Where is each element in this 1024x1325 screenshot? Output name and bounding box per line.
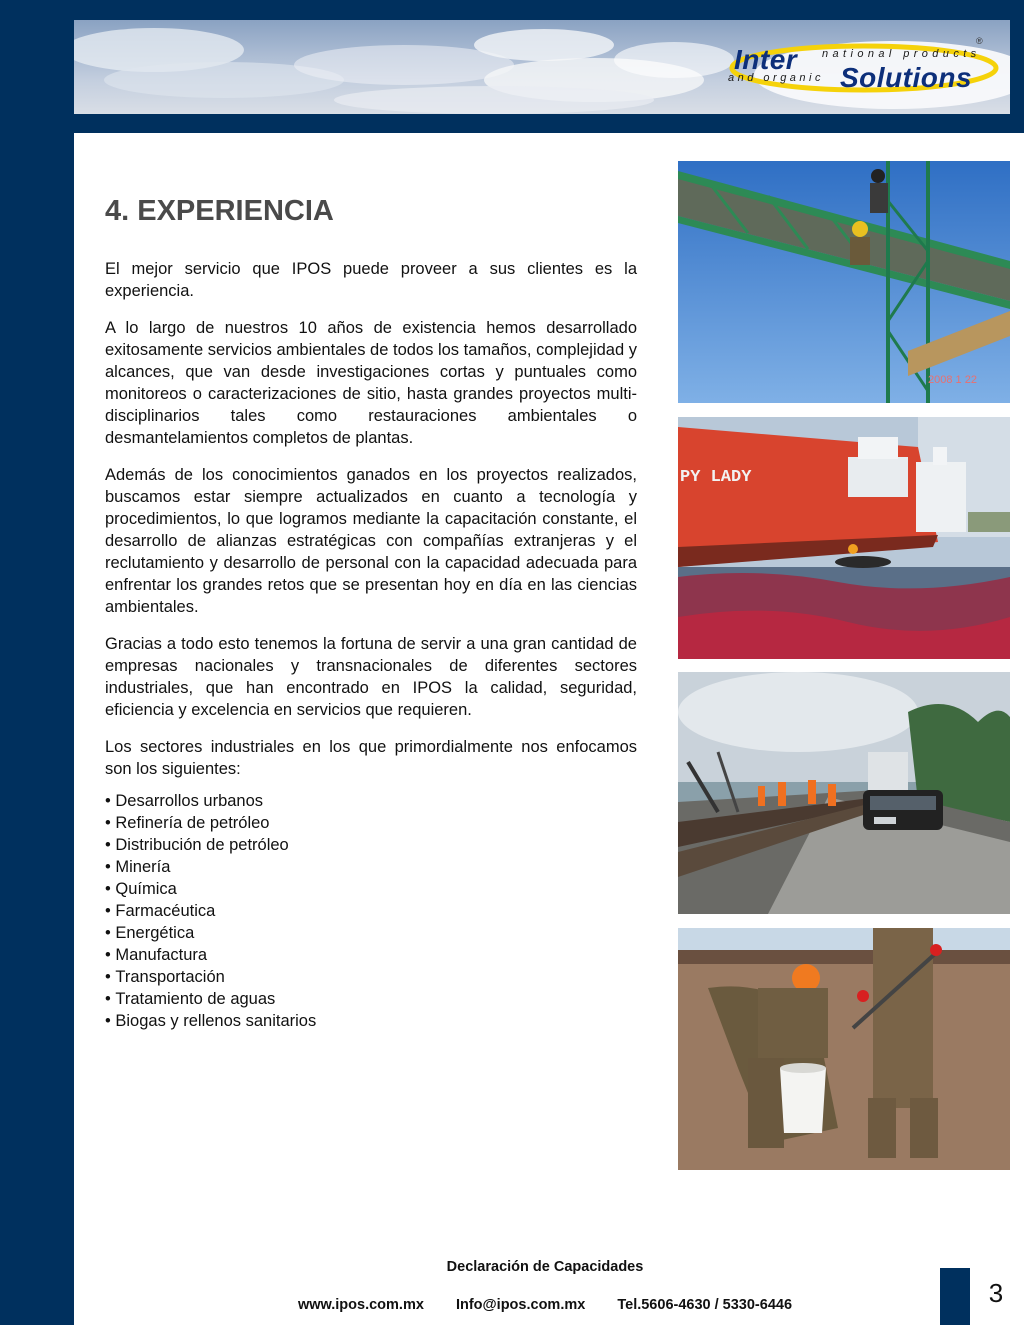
- photo-timestamp: 2008 1 22: [928, 374, 977, 386]
- paragraph-history: A lo largo de nuestros 10 años de existencia hemos desarrollado exitosamente servicios ambientales de todos los tamaños, complejidad y alcances, que van desde investigaciones cortas y puntuales como monitoreos o caracterizaciones de sitio, hasta grandes proyectos multi-disciplinarios tales como restauraciones ambientales o desmantelamientos completos de plantas.: [105, 319, 637, 447]
- list-item: • Transportación: [105, 966, 637, 988]
- photo-pipeline-road: [678, 672, 1010, 914]
- main-content: [105, 195, 637, 1032]
- page-number-bar: [940, 1268, 970, 1325]
- list-item: • Desarrollos urbanos: [105, 790, 637, 812]
- list-item: • Refinería de petróleo: [105, 812, 637, 834]
- paragraph-knowledge: Además de los conocimientos ganados en los proyectos realizados, buscamos estar siempre actualizados en cuanto a tecnología y procedimientos, lo que logramos mediante la capacitación constante, el desarrollo de alianzas estratégicas con compañías extranjeras y el reclutamiento y desarrollo de personal con la capacidad adecuada para enfrentar los grandes retos que se presentan hoy en día en las ciencias ambientales.: [105, 466, 637, 616]
- list-item: • Minería: [105, 856, 637, 878]
- list-item: • Energética: [105, 922, 637, 944]
- list-item: • Biogas y rellenos sanitarios: [105, 1010, 637, 1032]
- list-item: • Distribución de petróleo: [105, 834, 637, 856]
- header-banner: [74, 20, 1010, 114]
- left-frame-bar: [0, 0, 74, 1325]
- logo-national-products-text: national products: [822, 48, 981, 60]
- ship-name-text: PY LADY: [680, 468, 752, 487]
- sectors-list: [105, 790, 637, 1032]
- photo-soil-sampling: [678, 928, 1010, 1170]
- registered-mark: ®: [976, 36, 983, 46]
- photo-scaffold-workers: [678, 161, 1010, 403]
- footer-title: Declaración de Capacidades: [446, 1259, 644, 1275]
- page-number: 3: [988, 1278, 1004, 1308]
- paragraph-clients: Gracias a todo esto tenemos la fortuna de servir a una gran cantidad de empresas nacionales y transnacionales de diferentes sectores industriales, que han encontrado en IPOS la calidad, seguridad, eficiencia y excelencia en servicios que requieren.: [105, 635, 637, 719]
- paragraph-sectors-intro: Los sectores industriales en los que primordialmente nos enfocamos son los siguientes:: [105, 738, 637, 778]
- list-item: • Manufactura: [105, 944, 637, 966]
- company-logo: [714, 34, 1004, 106]
- email-link[interactable]: Info@ipos.com.mx: [455, 1297, 586, 1313]
- footer-contact: [240, 1297, 850, 1313]
- logo-inter-text: Inter: [734, 44, 798, 75]
- phone-text: Tel.5606-4630 / 5330-6446: [617, 1297, 793, 1313]
- website-link[interactable]: www.ipos.com.mx: [297, 1297, 424, 1313]
- list-item: • Tratamiento de aguas: [105, 988, 637, 1010]
- photo-ship-oil-spill: [678, 417, 1010, 659]
- logo-and-organic-text: and organic: [728, 72, 824, 84]
- paragraph-intro: El mejor servicio que IPOS puede proveer a sus clientes es la experiencia.: [105, 260, 637, 300]
- list-item: • Química: [105, 878, 637, 900]
- list-item: • Farmacéutica: [105, 900, 637, 922]
- section-heading: 4. EXPERIENCIA: [105, 195, 334, 227]
- logo-solutions-text: Solutions: [840, 62, 973, 93]
